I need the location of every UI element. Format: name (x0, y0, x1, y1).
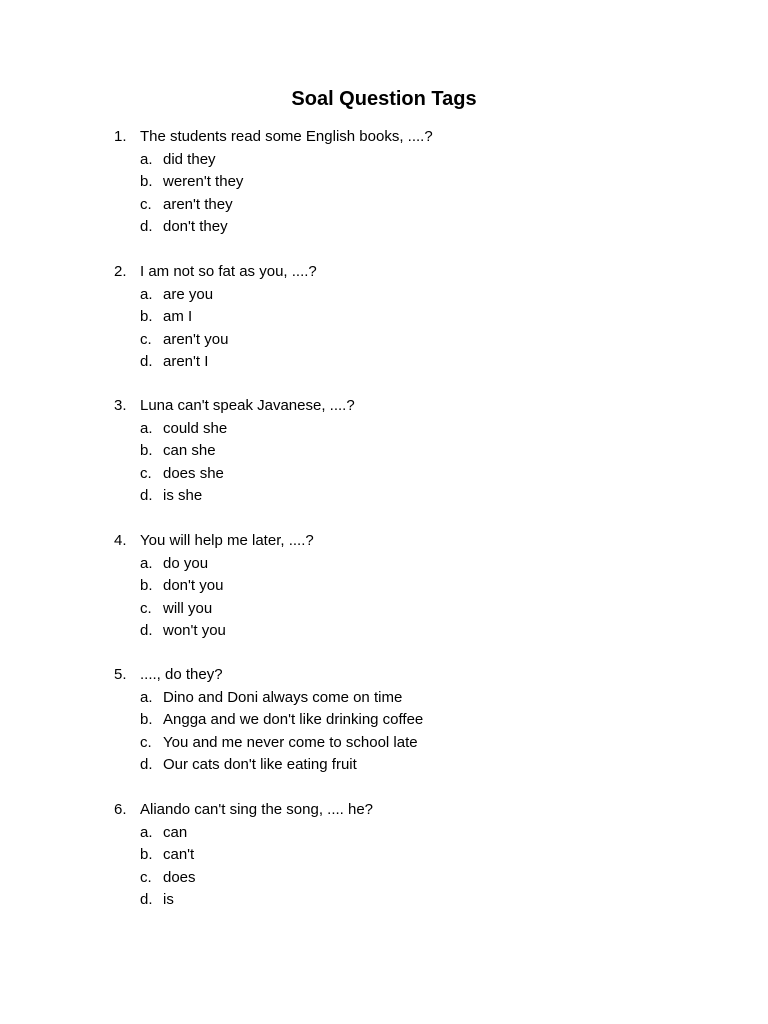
option-a: a. Dino and Doni always come on time (140, 688, 403, 706)
option-d: d. won't you (140, 622, 226, 639)
question-6 (114, 799, 674, 912)
question-number: 4. (114, 532, 127, 549)
question-stem: You will help me later, ....? (140, 532, 314, 549)
option-b: b. Angga and we don't like drinking coffee (140, 711, 424, 728)
option-b: b. weren't they (140, 173, 244, 190)
question-text (114, 799, 674, 822)
question-number: 2. (114, 263, 127, 280)
question-stem: Aliando can't sing the song, .... he? (140, 801, 374, 818)
option-c: c. does (140, 868, 196, 886)
question-text (114, 126, 674, 149)
option-c: c. You and me never come to school late (140, 733, 418, 751)
question-text (114, 530, 674, 553)
option-a: a. could she (140, 419, 228, 437)
question-stem: Luna can't speak Javanese, ....? (140, 397, 355, 414)
option-a: a. did they (140, 150, 216, 168)
question-stem: I am not so fat as you, ....? (140, 263, 317, 280)
option-d: d. aren't I (140, 353, 209, 370)
option-b: b. can she (140, 442, 216, 459)
question-text (114, 395, 674, 418)
option-c: c. aren't they (140, 195, 233, 213)
page-title: Soal Question Tags (291, 88, 477, 110)
question-number: 5. (114, 666, 127, 683)
option-d: d. don't they (140, 218, 228, 235)
option-a: a. do you (140, 554, 209, 572)
option-d: d. is (140, 891, 174, 908)
question-3 (114, 395, 674, 508)
question-1 (114, 126, 674, 239)
question-text (114, 664, 674, 687)
option-b: b. don't you (140, 577, 224, 594)
question-text (114, 261, 674, 284)
question-2 (114, 261, 674, 374)
question-5 (114, 664, 674, 777)
option-a: a. are you (140, 285, 214, 303)
option-d: d. is she (140, 487, 203, 504)
question-number: 6. (114, 801, 127, 818)
option-d: d. Our cats don't like eating fruit (140, 756, 357, 773)
question-4 (114, 530, 674, 643)
option-b: b. can't (140, 846, 195, 863)
option-a: a. can (140, 823, 188, 841)
option-c: c. does she (140, 464, 224, 482)
option-b: b. am I (140, 308, 193, 325)
option-c: c. will you (140, 599, 213, 617)
question-number: 1. (114, 128, 127, 145)
option-c: c. aren't you (140, 330, 229, 348)
question-number: 3. (114, 397, 127, 414)
question-stem: ...., do they? (140, 666, 223, 683)
question-stem: The students read some English books, ....? (140, 128, 433, 145)
